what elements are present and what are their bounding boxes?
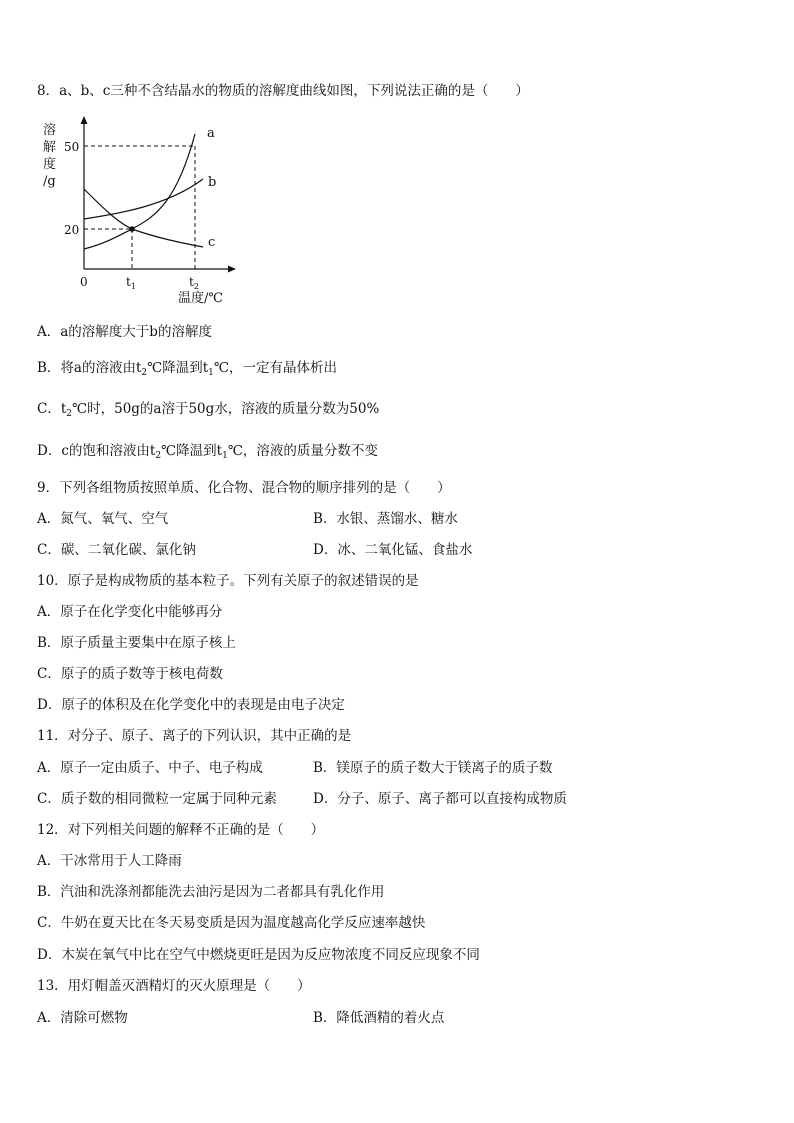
q11-stem: 11．对分子、原子、离子的下列认识，其中正确的是 [37, 728, 352, 744]
q8-option-d: D．c的饱和溶液由$t_2℃$降温到$t_1℃$，溶液的质量分数不变 [37, 443, 378, 461]
curve-c [84, 189, 203, 247]
q13-stem: 13．用灯帽盖灭酒精灯的灭火原理是（ ） [37, 978, 311, 994]
q9-option-a: A．氮气、氧气、空气 [37, 511, 169, 527]
q8-stem: 8．a、b、c三种不含结晶水的物质的溶解度曲线如图，下列说法正确的是（ ） [37, 83, 529, 99]
y-axis-arrow [81, 116, 88, 124]
y-axis-label-2: 解 [43, 140, 57, 155]
x-tick-0: 0 [80, 275, 88, 289]
y-tick-20: 20 [64, 223, 80, 237]
y-axis-label-4: /g [43, 174, 56, 189]
curve-label-b: b [208, 175, 217, 190]
q12-option-c: C．牛奶在夏天比在冬天易变质是因为温度越高化学反应速率越快 [37, 915, 426, 931]
x-tick-t1: $t_1$ [126, 275, 136, 291]
q8-option-a: A．a的溶解度大于b的溶解度 [37, 324, 212, 340]
q10-option-c: C．原子的质子数等于核电荷数 [37, 666, 223, 682]
q8-option-b: B．将a的溶液由$t_2℃$降温到$t_1℃$，一定有晶体析出 [37, 360, 338, 378]
q13-option-a: A．清除可燃物 [37, 1010, 128, 1026]
curve-label-a: a [207, 126, 215, 141]
x-axis-arrow [228, 266, 236, 273]
q11-option-a: A．原子一定由质子、中子、电子构成 [37, 760, 263, 776]
q10-option-b: B．原子质量主要集中在原子核上 [37, 635, 236, 651]
q12-stem: 12．对下列相关问题的解释不正确的是（ ） [37, 822, 325, 838]
intersection-point [129, 226, 135, 232]
q8-option-c: C．$t_2℃$时，50g的a溶于50g水，溶液的质量分数为50% [37, 401, 380, 419]
q11-option-c: C．质子数的相同微粒一定属于同种元素 [37, 791, 277, 807]
q9-stem: 9．下列各组物质按照单质、化合物、混合物的顺序排列的是（ ） [37, 480, 451, 496]
solubility-chart [37, 112, 247, 312]
q9-option-c: C．碳、二氧化碳、氯化钠 [37, 542, 196, 558]
q13-option-b: B．降低酒精的着火点 [313, 1010, 445, 1026]
q11-option-d: D．分子、原子、离子都可以直接构成物质 [313, 791, 567, 807]
y-tick-50: 50 [64, 140, 80, 154]
q11-option-b: B．镁原子的质子数大于镁离子的质子数 [313, 760, 553, 776]
curve-label-c: c [208, 235, 216, 250]
q10-stem: 10．原子是构成物质的基本粒子。下列有关原子的叙述错误的是 [37, 573, 419, 589]
q9-option-d: D．冰、二氧化锰、食盐水 [313, 542, 473, 558]
y-axis-label-3: 度 [43, 157, 57, 172]
curve-b [84, 179, 203, 219]
y-axis-label-1: 溶 [43, 123, 57, 138]
x-tick-t2: $t_2$ [189, 275, 199, 291]
q10-option-d: D．原子的体积及在化学变化中的表现是由电子决定 [37, 697, 345, 713]
x-axis-label: 温度/℃ [178, 291, 223, 306]
q12-option-d: D．木炭在氧气中比在空气中燃烧更旺是因为反应物浓度不同反应现象不同 [37, 947, 480, 963]
q10-option-a: A．原子在化学变化中能够再分 [37, 604, 223, 620]
q12-option-b: B．汽油和洗涤剂都能洗去油污是因为二者都具有乳化作用 [37, 884, 385, 900]
q9-option-b: B．水银、蒸馏水、糖水 [313, 511, 458, 527]
q12-option-a: A．干冰常用于人工降雨 [37, 853, 182, 869]
